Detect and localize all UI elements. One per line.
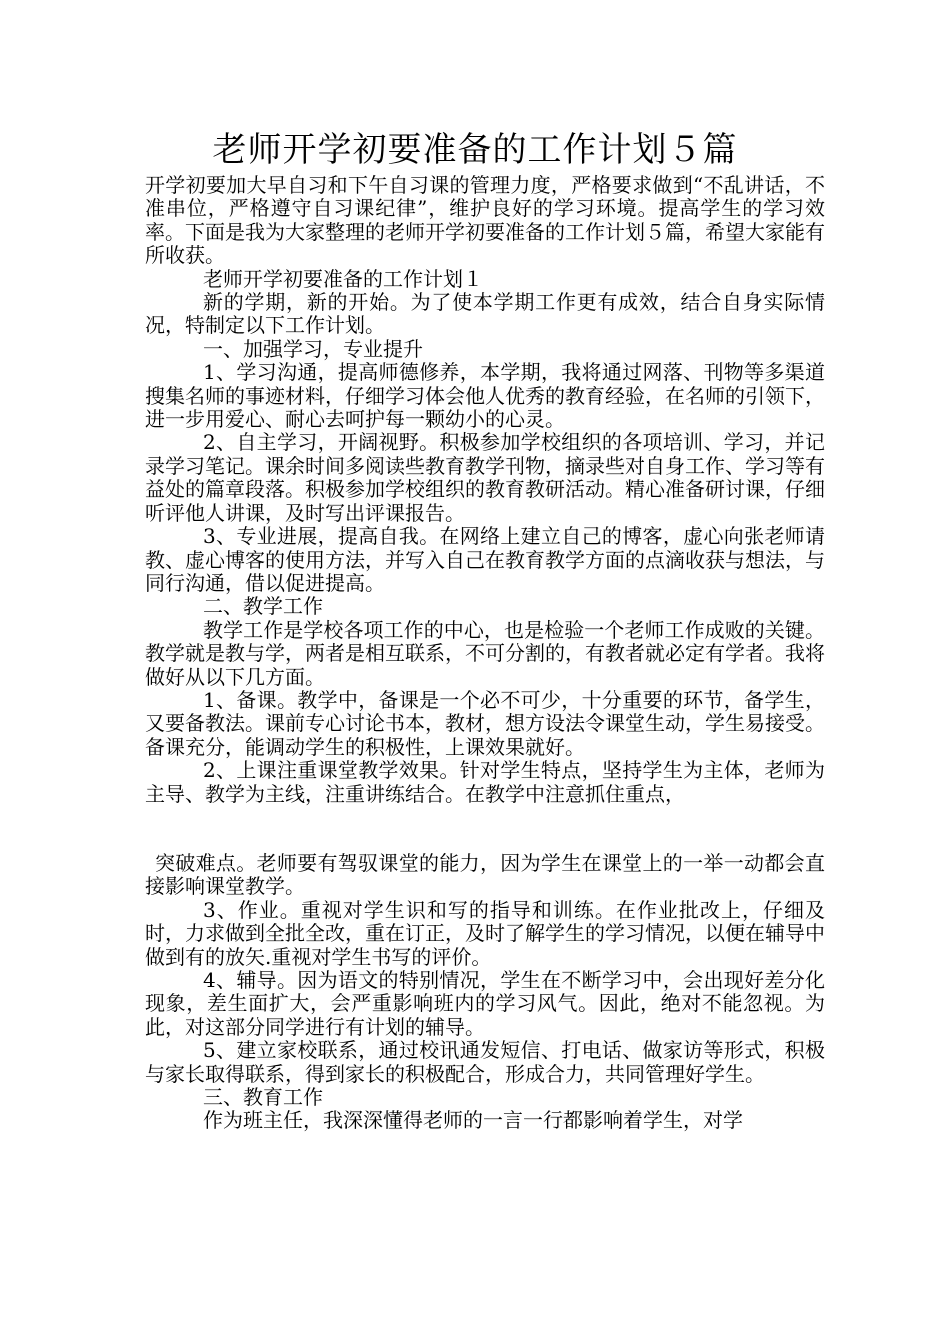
body-paragraph: 3、作业。重视对学生识和写的指导和训练。在作业批改上，仔细及时，力求做到全批全改，重在订正，及时了解学生的学习情况，以便在辅导中做到有的放矢.重视对学生书写的评价。 <box>145 897 825 969</box>
section-heading: 三、教育工作 <box>203 1085 323 1110</box>
section-heading: 二、教学工作 <box>203 594 323 619</box>
body-paragraph: 1、学习沟通，提高师德修养，本学期，我将通过网落、刊物等多渠道搜集名师的事迹材料，仔细学习体会他人优秀的教育经验，在名师的引领下，进一步用爱心、耐心去呵护每一颗幼小的心灵。 <box>145 360 825 432</box>
body-paragraph: 2、上课注重课堂教学效果。针对学生特点，坚持学生为主体，老师为主导、教学为主线，注重讲练结合。在教学中注意抓住重点， <box>145 758 825 806</box>
plan-heading: 老师开学初要准备的工作计划１ <box>203 266 483 291</box>
body-paragraph: 2、自主学习，开阔视野。积极参加学校组织的各项培训、学习，并记录学习笔记。课余时间多阅读些教育教学刊物，摘录些对自身工作、学习等有益处的篇章段落。积极参加学校组织的教育教研活动。精心准备研讨课，仔细听评他人讲课，及时写出评课报告。 <box>145 430 825 525</box>
body-paragraph: 突破难点。老师要有驾驭课堂的能力，因为学生在课堂上的一举一动都会直接影响课堂教学。 <box>145 850 825 899</box>
body-paragraph: 3、专业进展，提高自我。在网络上建立自己的博客，虚心向张老师请教、虚心博客的使用方法，并写入自己在教育教学方面的点滴收获与想法，与同行沟通，借以促进提高。 <box>145 524 825 595</box>
body-paragraph: 1、备课。教学中，备课是一个必不可少，十分重要的环节，备学生，又要备教法。课前专心讨论书本，教材，想方设法令课堂生动，学生易接受。备课充分，能调动学生的积极性，上课效果就好。 <box>145 687 825 759</box>
body-paragraph: 5、建立家校联系，通过校讯通发短信、打电话、做家访等形式，积极与家长取得联系，得到家长的积极配合，形成合力，共同管理好学生。 <box>145 1038 825 1086</box>
section-heading: 一、加强学习，专业提升 <box>203 336 423 361</box>
body-paragraph: 教学工作是学校各项工作的中心，也是检验一个老师工作成败的关键。教学就是教与学，两者是相互联系，不可分割的，有教者就必定有学者。我将做好从以下几方面。 <box>145 617 825 689</box>
body-paragraph: 作为班主任，我深深懂得老师的一言一行都影响着学生，对学 <box>203 1108 743 1133</box>
document-body <box>145 174 825 1133</box>
body-paragraph: 4、辅导。因为语文的特别情况，学生在不断学习中，会出现好差分化现象，差生面扩大，会严重影响班内的学习风气。因此，绝对不能忽视。为此，对这部分同学进行有计划的辅导。 <box>145 968 825 1039</box>
document-title: 老师开学初要准备的工作计划５篇 <box>212 130 738 170</box>
intro-paragraph: 开学初要加大早自习和下午自习课的管理力度，严格要求做到“不乱讲话，不准串位，严格遵守自习课纪律”，维护良好的学习环境。提高学生的学习效率。下面是我为大家整理的老师开学初要准备的工作计划５篇，希望大家能有所收获。 <box>145 173 825 268</box>
body-paragraph: 新的学期，新的开始。为了使本学期工作更有成效，结合自身实际情况，特制定以下工作计划。 <box>145 290 825 338</box>
